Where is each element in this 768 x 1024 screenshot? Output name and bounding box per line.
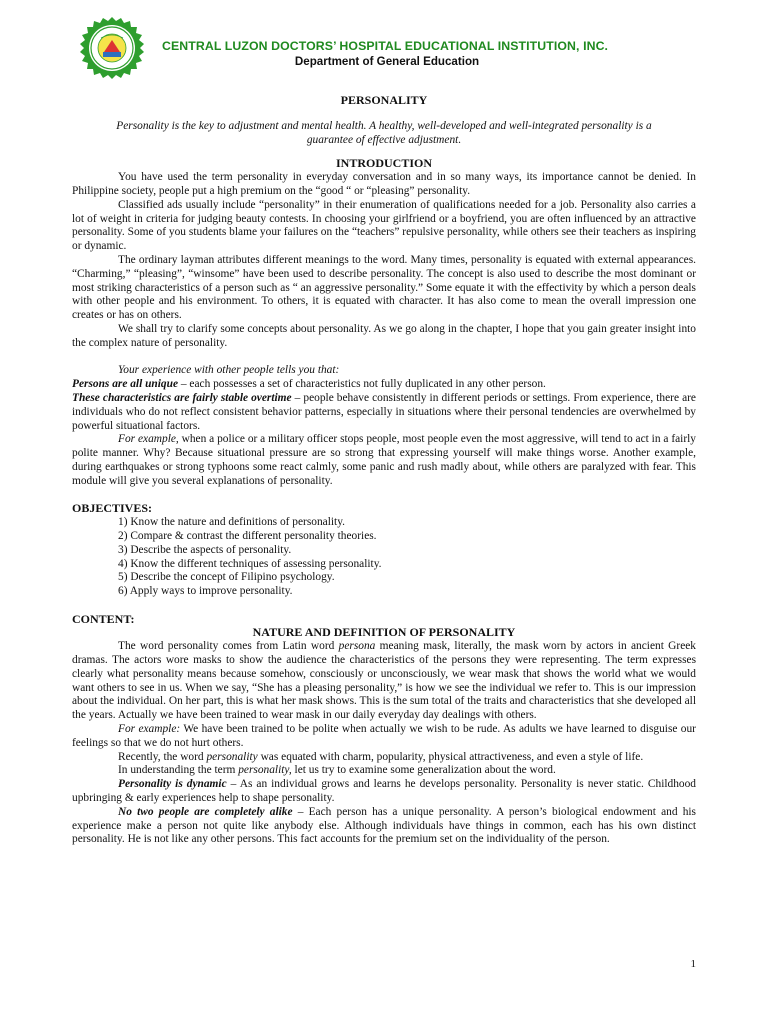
department-name: Department of General Education	[294, 55, 480, 68]
text-run: No two people are completely alike	[118, 805, 293, 818]
intro-paragraph: We shall try to clarify some concepts about personality. As we go along in the chapter, I hope that you gain greater insight into the complex nature of personality.	[72, 322, 696, 349]
text-run: personality,	[238, 764, 292, 777]
text-run: – Each person has a unique personality. A person’s biological endowment and his experience make a person not quite like anybody else. Although individuals have things in common, each has his own distinct personality. He is not like any other persons. This fact accounts for the premium set on the individuality of the person.	[72, 805, 696, 846]
text-run: was equated with charm, popularity, physical attractiveness, and even a style of life.	[257, 750, 644, 763]
text-run: persona	[338, 640, 376, 653]
text-run: let us try to examine some generalization about the word.	[291, 764, 556, 777]
institution-name: CENTRAL LUZON DOCTORS’ HOSPITAL EDUCATIONAL INSTITUTION, INC.	[162, 39, 609, 53]
point-stable-text: – people behave consistently in different periods or settings. From experience, there are individuals who do not reflect consistent behavior patterns, especially in situations where their personal tendencies are overwhelmed by powerful situational factors.	[72, 391, 696, 432]
objective-item: 5) Describe the concept of Filipino psychology.	[118, 571, 335, 584]
point-unique-text: – each possesses a set of characteristics not fully duplicated in any other person.	[178, 378, 546, 391]
text-run: We have been trained to be polite when actually we wish to be rude. As adults we have learned to disguise our feelings so that we do not hurt others.	[72, 723, 696, 749]
intro-paragraph: You have used the term personality in everyday conversation and in so many ways, its importance cannot be denied. In Philippine society, people put a high premium on the “good “ or “pleasing” personality.	[72, 171, 696, 197]
document-title: PERSONALITY	[340, 93, 428, 107]
epigraph: Personality is the key to adjustment and mental health. A healthy, well-developed and well-integrated personality is a guarantee of effective adjustment.	[116, 119, 652, 146]
introduction-heading: INTRODUCTION	[335, 156, 432, 171]
intro-paragraph: Classified ads usually include “personality” in their enumeration of qualifications needed for a job. Personality also carries a lot of weight in criteria for judging beauty contests. In choosing your girlfriend or a boyfriend, you are often influenced by an attractive personality. Some of you students blame your failures on the “teachers” repulsive personality, while others see their teachers as inspiring or dynamic.	[72, 198, 696, 253]
text-run: For example:	[118, 723, 181, 736]
text-run: The word personality comes from Latin word	[118, 640, 339, 653]
point-stable	[72, 392, 696, 433]
content-paragraph	[72, 806, 696, 847]
point-unique	[72, 378, 696, 392]
text-run: meaning mask, literally, the mask worn by actors in ancient Greek dramas. The actors wore masks to show the audience the characteristics of the persons they were representing. The term expresses clearly what personality means because somehow, consciously or unconsciously, we wear mask that shows the world what we would want others to see in us. When we say, “She has a pleasing personality,” is how we see the individual we refer to. This is our impression about the individual. On her part, this is what her mask shows. This is the sum total of the traits and characteristics that she developed all the years. Actually we have been trained to wear mask in our daily everyday day dealings with others.	[72, 640, 696, 722]
page-number: 1	[690, 958, 696, 970]
objective-item: 1) Know the nature and definitions of personality.	[118, 516, 346, 529]
intro-paragraph: The ordinary layman attributes different meanings to the word. Many times, personality is equated with external appearances. “Charming,” “pleasing”, “winsome” have been used to describe personality. The concept is also used to describe the most dominant or most striking characteristics of a person such as “ an aggressive personality.” Some equate it with the effectivity by which a person deals with other people and his environment. To others, it is equated with character. It has also come to mean the overall impression one creates or has on others.	[72, 253, 696, 322]
objectives-list	[72, 516, 696, 599]
content-paragraph	[72, 751, 696, 765]
example-paragraph	[72, 433, 696, 488]
content-paragraph	[72, 778, 696, 806]
text-run: personality	[206, 750, 258, 763]
text-run: Recently, the word	[118, 750, 207, 763]
objectives-heading: OBJECTIVES:	[72, 501, 153, 516]
text-run: In understanding the term	[118, 764, 239, 777]
objective-item: 2) Compare & contrast the different personality theories.	[118, 529, 377, 542]
experience-lead: Your experience with other people tells you that:	[118, 364, 340, 377]
objective-item: 3) Describe the aspects of personality.	[118, 543, 292, 556]
content-subheading: NATURE AND DEFINITION OF PERSONALITY	[252, 625, 516, 640]
content-paragraph	[72, 764, 696, 778]
document-body	[72, 94, 696, 847]
example-text: when a police or a military officer stops people, most people even the most aggressive, will tend to act in a fairly polite manner. Why? Because situational pressure are so strong that expressing yourself will make things worse. Another example, during earthquakes or strong typhoons some react calmly, some panic and rush madly about, while others are paralyzed with fear. This module will give you several explanations of personality.	[72, 433, 696, 487]
content-heading: CONTENT:	[72, 611, 135, 626]
example-lead: For example,	[118, 433, 179, 446]
text-run: Personality is dynamic	[118, 778, 227, 791]
point-unique-term: Persons are all unique	[72, 378, 179, 391]
objective-item: 6) Apply ways to improve personality.	[118, 585, 293, 598]
objective-item: 4) Know the different techniques of assessing personality.	[118, 557, 382, 570]
text-run: – As an individual grows and learns he develops personality. Personality is never static. Childhood upbringing & early experiences help to shape personality.	[72, 778, 696, 805]
content-paragraph	[72, 723, 696, 751]
institution-seal-icon	[73, 16, 151, 80]
content-paragraph	[72, 640, 696, 723]
point-stable-term: These characteristics are fairly stable overtime	[72, 391, 292, 404]
